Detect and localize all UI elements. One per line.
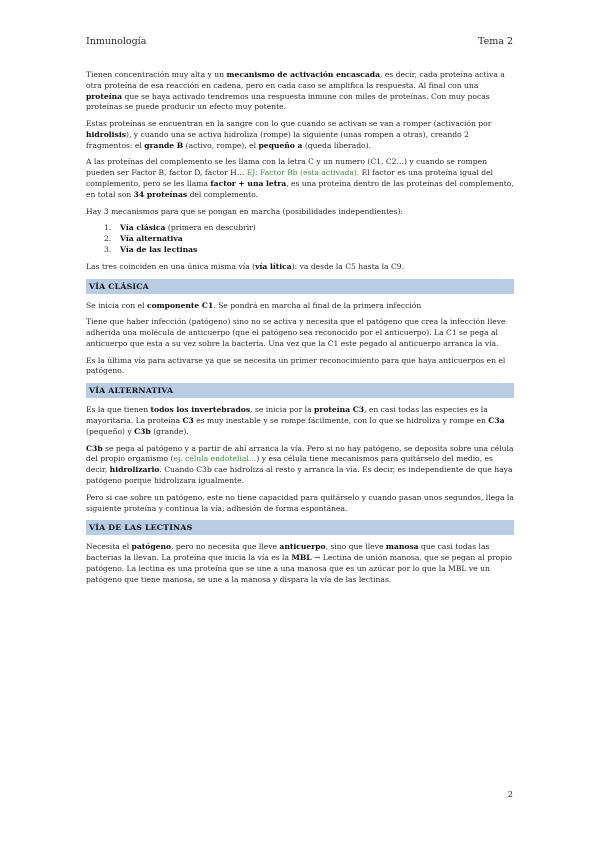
list-item: 1. Vía clásica (primera en descubrir) bbox=[104, 223, 256, 233]
list-item: 3. Vía de las lectinas bbox=[104, 244, 198, 254]
paragraph-pathogen: Pero si cae sobre un patógeno, este no tiene capacidad para quitárselo y cuando pasan unos segundos, llega la siguiente proteína y continua la vía; adhesión de forma espontánea. bbox=[86, 492, 514, 513]
list-item: 2. Vía alternativa bbox=[104, 234, 183, 244]
document-body bbox=[86, 70, 514, 592]
page-number: 2 bbox=[507, 790, 513, 799]
paragraph-activation: Tienen concentración muy alta y un mecanismo de activación encascada, es decir, cada proteína activa a otra proteína de esa reacción en cadena, pero en cada caso se amplifica la respuesta. Al final con una proteína que se haya activado tendremos una respuesta inmune con miles de proteínas. Con muy pocas proteínas se puede producir un efecto muy potente. bbox=[86, 70, 505, 112]
section-heading-classic: VÍA CLÁSICA bbox=[86, 279, 514, 294]
paragraph-c3: Es la que tienen todos los invertebrados, se inicia por la proteína C3, en casi todas las especies es la mayoritaria. La proteína C3 es muy inestable y se rompe fácilmente, con lo que se hidroliza y rompe en C3a (pequeño) y C3b (grande). bbox=[86, 405, 505, 436]
mechanisms-list bbox=[86, 223, 514, 255]
paragraph-lytic-pathway: Las tres coinciden en una única misma vía (vía lítica): va desde la C5 hasta la C9. bbox=[86, 261, 405, 271]
section-heading-alternative: VÍA ALTERNATIVA bbox=[86, 383, 514, 398]
paragraph-mbl: Necesita el patógeno, pero no necesita que lleve anticuerpo, sino que lleve manosa que casi todas las bacterias la llevan. La proteína que inicia la vía es la MBL → Lectina de unión manosa, que se pegan al propio patógeno. La lectina es una proteína que se une a una manosa que es un azúcar por lo que la MBL ve un patógeno que tiene manosa, se une a la manosa y dispara la vía de las lectinas. bbox=[86, 542, 513, 584]
paragraph-naming: A las proteínas del complemento se les llama con la letra C y un numero (C1, C2…) y cuando se rompen pueden ser Factor B, factor D, factor H… EJ: Factor Bb (esta activada). El factor es una proteína igual del complemento, pero se les llama factor + una letra, es una proteína dentro de las proteínas del complemento, en total son 34 proteínas del complemento. bbox=[86, 157, 514, 199]
paragraph-mechanisms: Hay 3 mecanismos para que se pongan en marcha (posibilidades independientes): bbox=[86, 206, 404, 216]
header-subject: Inmunología bbox=[86, 36, 147, 47]
header-topic: Tema 2 bbox=[478, 36, 513, 47]
page-header bbox=[86, 36, 513, 50]
paragraph-c1: Se inicia con el componente C1. Se pondrá en marcha al final de la primera infección bbox=[86, 300, 422, 310]
paragraph-last-pathway: Es la última vía para activarse ya que se necesita un primer reconocimiento para que haya anticuerpos en el patógeno. bbox=[86, 355, 506, 376]
paragraph-hydrolysis: Estas proteínas se encuentran en la sangre con lo que cuando se activan se van a romper (activación por hidrolisis), y cuando una se activa hidroliza (rompe) la siguiente (unas rompen a otras), creando 2 fragmentos: el grande B (activo, rompe), el pequeño a (queda liberado). bbox=[86, 119, 492, 150]
paragraph-infection: Tiene que haber infección (patógeno) sino no se activa y necesita que el patógeno que crea la infección lleve adherida una molécula de anticuerpo (que el patógeno sea reconocido por el anticuerpo). La C1 se pega al anticuerpo que esta a su vez sobre la bacteria. Una vez que la C1 este pegado al anticuerpo arranca la vía. bbox=[86, 317, 506, 348]
paragraph-c3b: C3b se pega al patógeno y a partir de ahí arranca la vía. Pero si no hay patógeno, se deposita sobre una célula del propio organismo (ej. célula endotelial…) y esa célula tiene mecanismos para quitárselo del medio, es decir, hidrolizarlo. Cuando C3b cae hidroliza al resto y arranca la vía. Es decir, es independiente de que haya patógeno porque hidrolizara igualmente. bbox=[86, 443, 514, 485]
section-heading-lectins: VÍA DE LAS LECTINAS bbox=[86, 520, 514, 535]
